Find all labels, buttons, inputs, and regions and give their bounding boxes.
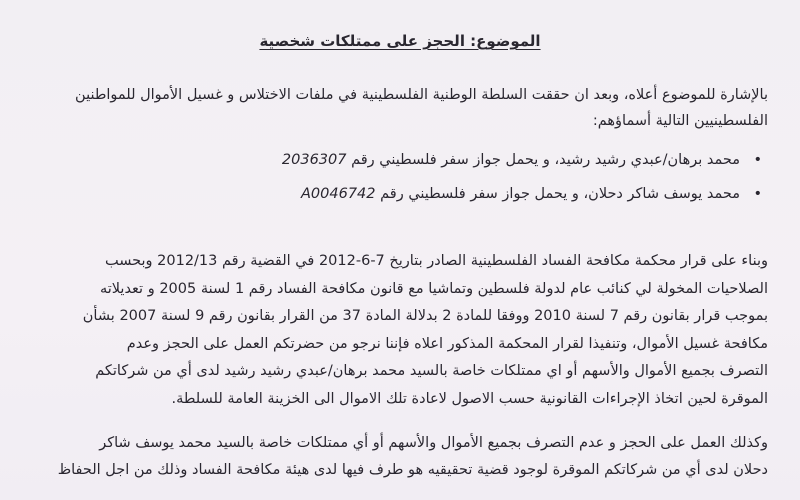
intro-paragraph (40, 82, 768, 134)
body-line: وبناء على قرار محكمة مكافحة الفساد الفلسطينية الصادر بتاريخ 7-6-2012 في القضية رقم 2012/13 وبحسب (104, 253, 768, 269)
passport-number: A0046742 (301, 186, 376, 202)
person-text: محمد يوسف شاكر دحلان، و يحمل جواز سفر فلسطيني رقم (380, 186, 740, 202)
body-paragraph (40, 248, 768, 413)
body-line: الصلاحيات المخولة لي كنائب عام لدولة فلسطين وتماشيا مع قانون مكافحة الفساد رقم 1 لسنة 2005 و تعديلاته (99, 280, 768, 297)
bullet-icon: • (753, 186, 762, 202)
closing-line: وكذلك العمل على الحجز و عدم التصرف بجميع الأموال والأسهم أو أي ممتلكات خاصة بالسيد محمد يوسف شاكر (99, 435, 768, 451)
body-line: مكافحة غسيل الأموال، وتنفيذا لقرار المحكمة المذكور اعلاه فإننا نرجو من حضرتكم العمل على الحجز وعدم (126, 335, 768, 352)
closing-line: دحلان لدى أي من شركاتكم الموقرة لوجود قضية تحقيقيه هو طرف فيها لدى هيئة مكافحة الفساد وذلك من اجل الحفاظ (57, 462, 768, 478)
body-line: الموقرة لحين اتخاذ الإجراءات القانونية حسب الاصول لاعادة تلك الاموال الى الخزينة العامة للسلطة. (171, 390, 768, 407)
bullet-icon: • (753, 152, 762, 168)
passport-number: 2036307 (281, 152, 347, 168)
person-text: محمد برهان/عبدي رشيد رشيد، و يحمل جواز سفر فلسطيني رقم (351, 152, 740, 168)
intro-line: بالإشارة للموضوع أعلاه، وبعد ان حققت السلطة الوطنية الفلسطينية في ملفات الاختلاس و غسيل الأموال للمواطنين (75, 87, 768, 103)
list-item (80, 143, 762, 177)
subject-heading (0, 32, 800, 50)
body-line: بموجب قرار بقانون رقم 7 لسنة 2010 ووفقا للمادة 2 بدلالة المادة 37 من القرار بقانون رقم 9 لسنة 2007 بشأن (82, 308, 768, 324)
intro-line: الفلسطينيين التالية أسماؤهم: (592, 113, 768, 129)
closing-paragraph (40, 430, 768, 484)
body-line: التصرف بجميع الأموال والأسهم أو اي ممتلكات خاصة بالسيد محمد برهان/عبدي رشيد رشيد لدى أي من شركاتكم (95, 363, 768, 379)
subject-text: الموضوع: الحجز على ممتلكات شخصية (259, 32, 541, 50)
list-item (80, 177, 762, 211)
persons-list (80, 143, 762, 211)
